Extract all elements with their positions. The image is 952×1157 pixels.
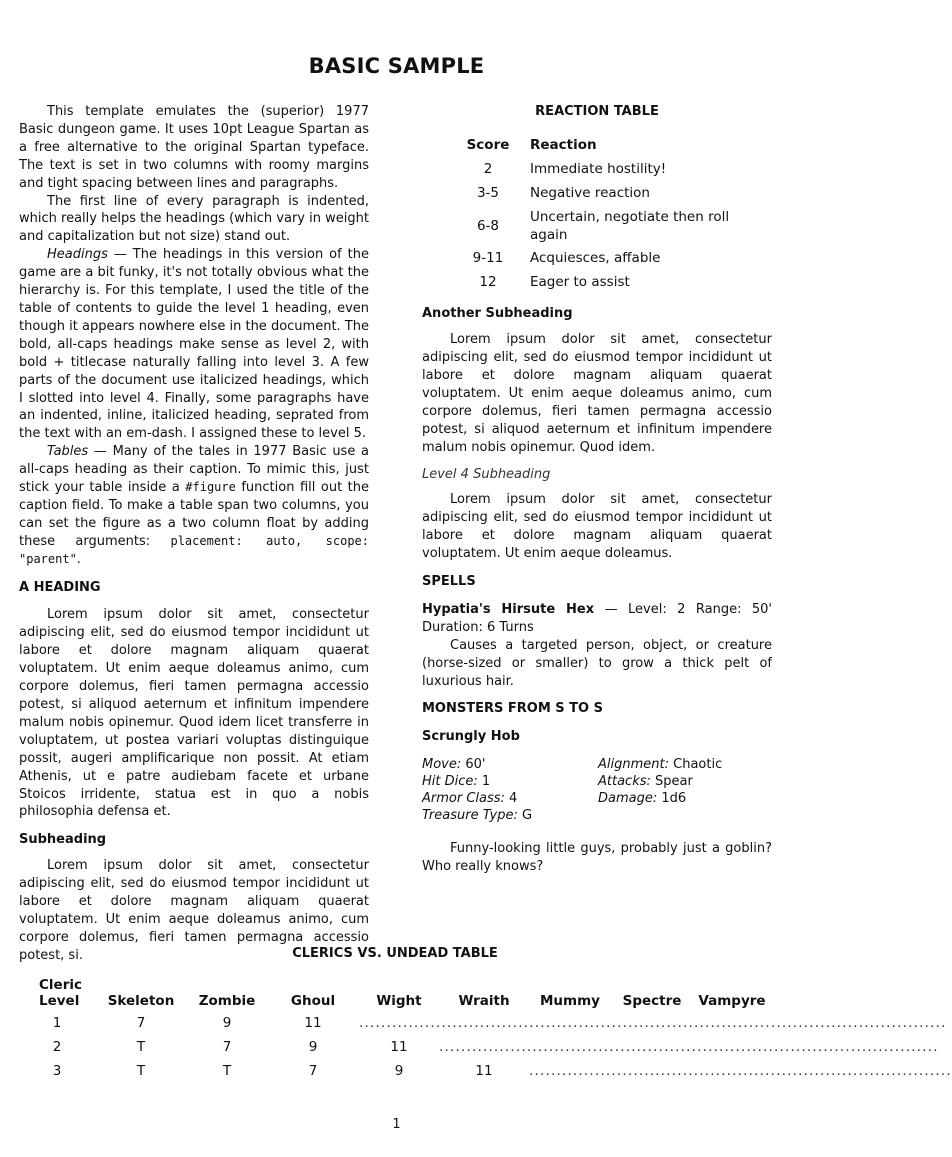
- heading-spells: SPELLS: [422, 574, 476, 590]
- table-cell: T: [222, 1063, 232, 1079]
- tables-text-b: function fill out the caption field. To make a table span two columns, you can set the figure as a two column float by adding these arguments:: [19, 480, 370, 549]
- score-cell: 12: [479, 274, 497, 291]
- table-header: Spectre: [622, 993, 682, 1009]
- spell-meta: — Level: 2 Range: 50' Duration: 6 Turns: [422, 601, 773, 635]
- reaction-table-title: REACTION TABLE: [535, 104, 659, 119]
- table-cell: T: [136, 1039, 146, 1055]
- table-cell: 9: [308, 1039, 318, 1055]
- stat-value: 1: [477, 774, 491, 790]
- stat-alignment: [598, 756, 722, 774]
- table-header: Wraith: [458, 993, 510, 1009]
- stat-label: Hit Dice:: [422, 774, 478, 790]
- table-header: Reaction: [530, 136, 597, 153]
- reaction-table: [452, 134, 772, 295]
- reaction-cell: Eager to assist: [530, 274, 630, 291]
- stat-label: Armor Class:: [422, 791, 505, 807]
- table-cell: 7: [136, 1015, 146, 1031]
- spell-line: [422, 601, 772, 637]
- left-column: [19, 103, 369, 965]
- table-cell: 9: [394, 1063, 404, 1079]
- table-row: [19, 1035, 771, 1059]
- table-header: Wight: [376, 993, 422, 1009]
- table-row: [452, 182, 772, 206]
- stat-label: Treasure Type:: [422, 808, 518, 824]
- table-row: [452, 271, 772, 295]
- score-cell: 2: [483, 160, 493, 177]
- table-header: Mummy: [540, 993, 600, 1009]
- stat-label: Alignment:: [598, 757, 669, 773]
- stat-move: [422, 756, 486, 774]
- lorem-paragraph-2: Lorem ipsum dolor sit amet, consectetur adipiscing elit, sed do eiusmod tempor incididunt ut labore et dolore magnam aliquam quaerat voluptatem. Ut enim aeque doleamus animo, cum corpore dolemus, fieri tamen permagna accessio potest, si.: [19, 858, 369, 963]
- stat-label: Attacks:: [598, 774, 651, 790]
- table-header: Zombie: [198, 993, 256, 1009]
- heading-subheading: Subheading: [19, 832, 107, 848]
- table-row: [452, 158, 772, 182]
- score-cell: 9-11: [472, 250, 504, 267]
- inline-heading-tables: Tables: [47, 444, 89, 460]
- dot-leader: .............................................................................: [529, 1063, 952, 1079]
- table-cell: 9: [222, 1015, 232, 1031]
- stat-value: 4: [504, 791, 518, 807]
- table-cell: 11: [475, 1063, 493, 1079]
- headings-text: The headings in this version of the game are a bit funky, it's not totally obvious what the hierarchy is. For this template, I used the title of the table of contents to guide the level 1 heading, even though it appears nowhere else in the document. The bold, all-caps headings make sense as level 2, with bold + titlecase naturally falling into level 3. A few parts of the document use italicized headings, which I slotted into level 4. Finally, some paragraphs have an indented, inline, italicized heading, seprated from the text with an em-dash. I assigned these to level 5.: [19, 247, 369, 442]
- table-row: [19, 1011, 771, 1035]
- heading-another-subheading: Another Subheading: [422, 306, 573, 322]
- heading-a-heading: A HEADING: [19, 579, 101, 595]
- table-header: Skeleton: [107, 993, 175, 1009]
- table-header: Vampyre: [698, 993, 766, 1009]
- table-header-row: [452, 134, 772, 158]
- clerics-section: [19, 946, 952, 1083]
- code-figure: #figure: [185, 480, 236, 495]
- dot-leader: ...........................................................................................: [439, 1039, 939, 1055]
- monster-description: Funny-looking little guys, probably just a goblin? Who really knows?: [422, 841, 772, 875]
- headings-paragraph: [19, 246, 369, 443]
- stat-armor-class: [422, 790, 517, 808]
- em-dash: —: [107, 247, 133, 263]
- indent-paragraph: The first line of every paragraph is indented, which really helps the headings (which vary in weight and capitalization but not size) stand out.: [19, 193, 369, 245]
- tables-text-a: Many of the tales in 1977 Basic use a all-caps heading as their caption. To mimic this, just stick your table inside a: [19, 444, 369, 496]
- table-cell: 11: [390, 1039, 408, 1055]
- inline-heading-headings: Headings: [47, 247, 108, 263]
- clerics-table-title: CLERICS VS. UNDEAD TABLE: [292, 946, 498, 961]
- reaction-cell: Negative reaction: [530, 184, 650, 201]
- tables-text-c: .: [76, 551, 81, 567]
- reaction-cell: Uncertain, negotiate then roll again: [530, 208, 730, 243]
- score-cell: 3-5: [476, 184, 500, 201]
- spell-description: Causes a targeted person, object, or creature (horse-sized or smaller) to grow a thick pelt of luxurious hair.: [422, 637, 772, 689]
- lorem-paragraph: Lorem ipsum dolor sit amet, consectetur adipiscing elit, sed do eiusmod tempor incididunt ut labore et dolore magnam aliquam quaerat voluptatem. Ut enim aeque doleamus animo, cum corpore dolemus, fieri tamen permagna accessio potest, si aliquod aeternum et infinitum impendere malum nobis opinemur. Quod idem licet transferre in voluptatem, ut postea variari voluptas distinguique possit, augeri amplificarique non possit. At etiam Athenis, ut e patre audiebam facete et urbane Stoicos irridente, statua est in quo a nobis philosophia defensa et.: [19, 607, 369, 820]
- table-cell: 2: [52, 1039, 62, 1055]
- clerics-table: [19, 975, 952, 1083]
- stat-hit-dice: [422, 773, 490, 791]
- heading-monsters: MONSTERS FROM S TO S: [422, 701, 603, 717]
- stat-attacks: [598, 773, 693, 791]
- stat-value: Chaotic: [669, 757, 723, 773]
- em-dash: —: [88, 444, 113, 460]
- stat-value: G: [517, 808, 533, 824]
- stat-value: 60': [461, 757, 486, 773]
- monster-name: Scrungly Hob: [422, 729, 520, 745]
- tables-paragraph: [19, 443, 369, 568]
- table-header: Score: [466, 136, 510, 153]
- stat-label: Damage:: [598, 791, 658, 807]
- dot-leader: ...........................................................................................................: [359, 1015, 947, 1031]
- code-placement: placement: auto, scope: "parent": [19, 533, 369, 566]
- table-row: [19, 1059, 771, 1083]
- table-cell: 1: [52, 1015, 62, 1031]
- table-row: [452, 247, 772, 271]
- reaction-cell: Acquiesces, affable: [530, 250, 661, 267]
- page-number: 1: [392, 1117, 401, 1132]
- intro-paragraph: This template emulates the (superior) 1977 Basic dungeon game. It uses 10pt League Spartan as a free alternative to the original Spartan typeface. The text is set in two columns with roomy margins and tight spacing between lines and paragraphs.: [19, 104, 369, 191]
- monster-stat-block: [422, 756, 772, 828]
- lorem-paragraph-3: Lorem ipsum dolor sit amet, consectetur adipiscing elit, sed do eiusmod tempor incididunt ut labore et dolore magnam aliquam quaerat voluptatem. Ut enim aeque doleamus animo, cum corpore dolemus, fieri tamen permagna accessio potest, si aliquod aeternum et infinitum impendere malum nobis opinemur. Quod idem.: [422, 332, 772, 455]
- score-cell: 6-8: [476, 217, 500, 234]
- table-header-row: [19, 975, 771, 1011]
- spell-name: Hypatia's Hirsute Hex: [422, 601, 595, 617]
- stat-label: Move:: [422, 757, 462, 773]
- table-cell: T: [136, 1063, 146, 1079]
- lorem-paragraph-4: Lorem ipsum dolor sit amet, consectetur adipiscing elit, sed do eiusmod tempor incididunt ut labore et dolore magnam aliquam quaerat voluptatem. Ut enim aeque doleamus.: [422, 492, 772, 562]
- stat-damage: [598, 790, 686, 808]
- table-header: Cleric Level: [39, 977, 82, 1009]
- stat-value: Spear: [650, 774, 693, 790]
- table-cell: 11: [304, 1015, 322, 1031]
- page-title: BASIC SAMPLE: [308, 54, 485, 78]
- table-row: [452, 206, 772, 248]
- reaction-cell: Immediate hostility!: [530, 160, 667, 177]
- table-header: Ghoul: [290, 993, 336, 1009]
- heading-level-4: Level 4 Subheading: [422, 466, 551, 482]
- table-cell: 7: [308, 1063, 318, 1079]
- table-cell: 3: [52, 1063, 62, 1079]
- stat-treasure-type: [422, 807, 532, 825]
- right-column: [422, 103, 772, 876]
- stat-value: 1d6: [657, 791, 687, 807]
- table-cell: 7: [222, 1039, 232, 1055]
